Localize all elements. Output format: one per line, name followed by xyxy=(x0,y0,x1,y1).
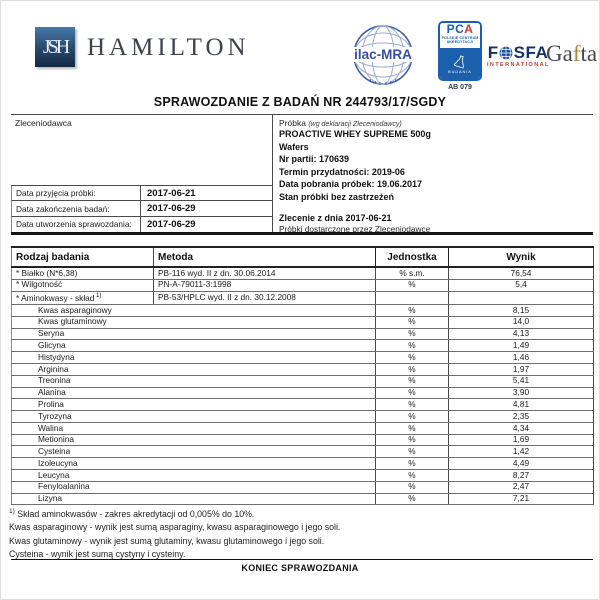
table-row xyxy=(12,470,594,482)
analysis-name: Metionina xyxy=(12,434,376,446)
analysis-name: * Wilgotność xyxy=(12,279,154,291)
pca-box xyxy=(438,21,482,81)
analysis-name: Histydyna xyxy=(12,352,376,364)
table-row xyxy=(12,481,594,493)
analysis-unit: % xyxy=(376,470,449,482)
ilac-mra-label: ilac-MRA xyxy=(354,47,412,62)
fosfa-logo xyxy=(487,45,549,68)
analysis-unit: % xyxy=(376,493,449,505)
sample-label: Próbka (wg deklaracji Zleceniodawcy) xyxy=(279,118,402,128)
column-header-analysis: Rodzaj badania xyxy=(12,247,154,267)
jsh-logo xyxy=(35,27,75,67)
analysis-name: Kwas glutaminowy xyxy=(12,316,376,328)
table-row xyxy=(12,279,594,291)
table-row xyxy=(12,328,594,340)
analysis-result: 76,54 xyxy=(449,267,594,279)
analysis-unit: % xyxy=(376,352,449,364)
analysis-name: Seryna xyxy=(12,328,376,340)
analysis-result: 3,90 xyxy=(449,387,594,399)
sample-batch: Nr partii: 170639 xyxy=(279,154,350,165)
pca-subtitle-line1: POLSKIE CENTRUM xyxy=(441,36,479,40)
analysis-result: 1,69 xyxy=(449,434,594,446)
analysis-result: 4,81 xyxy=(449,399,594,411)
ilac-mra-globe-icon xyxy=(350,24,416,88)
sample-product-type: Wafers xyxy=(279,141,309,152)
date-label: Data utworzenia sprawozdania: xyxy=(12,217,141,232)
table-row xyxy=(12,446,594,458)
analysis-method: PB-53/HPLC wyd. II z dn. 30.12.2008 xyxy=(154,291,376,305)
analysis-result: 8,15 xyxy=(449,305,594,317)
footnote-accreditation-range: $^{1)}$ Skład aminokwasów - zakres akredytacji od 0,005% do 10%. xyxy=(9,508,255,519)
analysis-result: 4,13 xyxy=(449,328,594,340)
footnote-aspartic: Kwas asparaginowy - wynik jest sumą asparaginy, kwasu asparaginowego i jego soli. xyxy=(9,522,341,533)
analysis-unit: % xyxy=(376,411,449,423)
analysis-unit: % xyxy=(376,387,449,399)
analysis-unit: % xyxy=(376,328,449,340)
gafta-logo: Gafta xyxy=(546,41,598,66)
analysis-unit: % xyxy=(376,458,449,470)
client-label: Zleceniodawca xyxy=(15,118,72,128)
date-label: Data przyjęcia próbki: xyxy=(12,186,141,200)
analysis-name: Alanina xyxy=(12,387,376,399)
sample-expiry: Termin przydatności: 2019-06 xyxy=(279,166,405,177)
column-header-method: Metoda xyxy=(154,247,376,267)
footnotes xyxy=(9,505,593,562)
analysis-name: Fenyloalanina xyxy=(12,481,376,493)
footnote-marker: 1) xyxy=(9,508,15,515)
table-row xyxy=(12,291,594,305)
gafta-gold-f: f xyxy=(572,41,581,66)
client-panel xyxy=(11,115,272,232)
analysis-unit: % xyxy=(376,340,449,352)
date-row-finished xyxy=(11,201,272,216)
analysis-result: 8,27 xyxy=(449,470,594,482)
pca-subtitle-line2: AKREDYTACJI xyxy=(446,40,474,44)
analysis-name: Tyrozyna xyxy=(12,411,376,423)
analysis-unit: % xyxy=(376,279,449,291)
analysis-result: 5,4 xyxy=(449,279,594,291)
sample-panel xyxy=(272,115,593,232)
analysis-result: 1,97 xyxy=(449,364,594,376)
analysis-name: Leucyna xyxy=(12,470,376,482)
analysis-result: 1,46 xyxy=(449,352,594,364)
analysis-name: Treonina xyxy=(12,375,376,387)
sample-condition: Stan próbki bez zastrzeżeń xyxy=(279,191,395,202)
results-table xyxy=(11,246,594,505)
analysis-result: 14,0 xyxy=(449,316,594,328)
date-label: Data zakończenia badań: xyxy=(12,201,141,215)
footnote-glutamic: Kwas glutaminowy - wynik jest sumą glutaminy, kwasu glutaminowego i jego soli. xyxy=(9,535,325,546)
analysis-unit: % xyxy=(376,375,449,387)
table-row xyxy=(12,352,594,364)
flask-icon xyxy=(453,53,468,69)
table-row xyxy=(12,458,594,470)
analysis-unit: % xyxy=(376,364,449,376)
table-row xyxy=(12,434,594,446)
info-section xyxy=(11,114,593,235)
results-header-row xyxy=(12,247,594,267)
ilac-mra-logo xyxy=(350,24,416,88)
fosfa-globe-icon xyxy=(499,46,513,60)
analysis-unit xyxy=(376,291,449,305)
analysis-result: 2,35 xyxy=(449,411,594,423)
pca-abbr: PCA xyxy=(446,22,474,36)
table-row xyxy=(12,364,594,376)
end-rule xyxy=(11,559,593,560)
analysis-name: Walina xyxy=(12,422,376,434)
analysis-unit: % xyxy=(376,446,449,458)
analysis-unit: % xyxy=(376,434,449,446)
analysis-name: Lizyna xyxy=(12,493,376,505)
date-value: 2017-06-21 xyxy=(147,187,196,199)
date-value: 2017-06-29 xyxy=(147,203,196,215)
results-table-body xyxy=(12,267,594,505)
analysis-name: Prolina xyxy=(12,399,376,411)
sample-collection-date: Data pobrania próbek: 19.06.2017 xyxy=(279,179,423,190)
column-header-result: Wynik xyxy=(449,247,594,267)
analysis-name: Kwas asparaginowy xyxy=(12,305,376,317)
analysis-result: 1,42 xyxy=(449,446,594,458)
table-row xyxy=(12,399,594,411)
analysis-name: Arginina xyxy=(12,364,376,376)
analysis-unit: % xyxy=(376,481,449,493)
hamilton-wordmark: HAMILTON xyxy=(87,34,250,61)
fosfa-subtitle: INTERNATIONAL xyxy=(487,62,550,68)
analysis-unit: % xyxy=(376,399,449,411)
footnote-cysteine: Cysteina - wynik jest sumą cystyny i cysteiny. xyxy=(9,549,186,560)
date-row-received xyxy=(11,186,272,201)
sample-label-note: (wg deklaracji Zleceniodawcy) xyxy=(308,121,402,128)
table-row xyxy=(12,493,594,505)
analysis-method: PN-A-79011-3:1998 xyxy=(154,279,376,291)
analysis-result: 7,21 xyxy=(449,493,594,505)
sample-product-name: PROACTIVE WHEY SUPREME 500g xyxy=(279,129,431,139)
delivery-note: Próbki dostarczone przez Zleceniodawcę xyxy=(279,223,431,234)
date-value: 2017-06-29 xyxy=(147,218,196,230)
analysis-name: Glicyna xyxy=(12,340,376,352)
analysis-result: 4,34 xyxy=(449,422,594,434)
table-row xyxy=(12,375,594,387)
analysis-name: Izoleucyna xyxy=(12,458,376,470)
pca-cert-number: AB 079 xyxy=(448,84,472,91)
end-of-report-label: KONIEC SPRAWOZDANIA xyxy=(241,563,359,573)
report-title: SPRAWOZDANIE Z BADAŃ NR 244793/17/SGDY xyxy=(153,95,447,109)
table-row xyxy=(12,267,594,279)
jsh-logo-initials: JSH xyxy=(42,35,68,58)
pca-badge: BADANIA xyxy=(448,70,472,74)
analysis-unit: % xyxy=(376,316,449,328)
analysis-result: 1,49 xyxy=(449,340,594,352)
analysis-method: PB-116 wyd. II z dn. 30.06.2014 xyxy=(154,267,376,279)
analysis-result xyxy=(449,291,594,305)
analysis-result: 2,47 xyxy=(449,481,594,493)
table-row xyxy=(12,305,594,317)
analysis-result: 5,41 xyxy=(449,375,594,387)
analysis-unit: % xyxy=(376,422,449,434)
analysis-unit: % xyxy=(376,305,449,317)
analysis-result: 4,49 xyxy=(449,458,594,470)
fosfa-wordmark: F SFA xyxy=(487,43,549,62)
pca-accreditation-logo xyxy=(438,21,482,91)
analysis-name: * Białko (N*6,38) xyxy=(12,267,154,279)
table-row xyxy=(12,316,594,328)
table-row xyxy=(12,411,594,423)
analysis-name: * Aminokwasy - skład $^{1)}$ xyxy=(12,291,154,305)
dates-table xyxy=(11,185,272,232)
analysis-name: Cysteina xyxy=(12,446,376,458)
table-row xyxy=(12,340,594,352)
date-row-created xyxy=(11,217,272,232)
table-row xyxy=(12,422,594,434)
table-row xyxy=(12,387,594,399)
column-header-unit: Jednostka xyxy=(376,247,449,267)
analysis-unit: % s.m. xyxy=(376,267,449,279)
order-date: Zlecenie z dnia 2017-06-21 xyxy=(279,212,392,223)
